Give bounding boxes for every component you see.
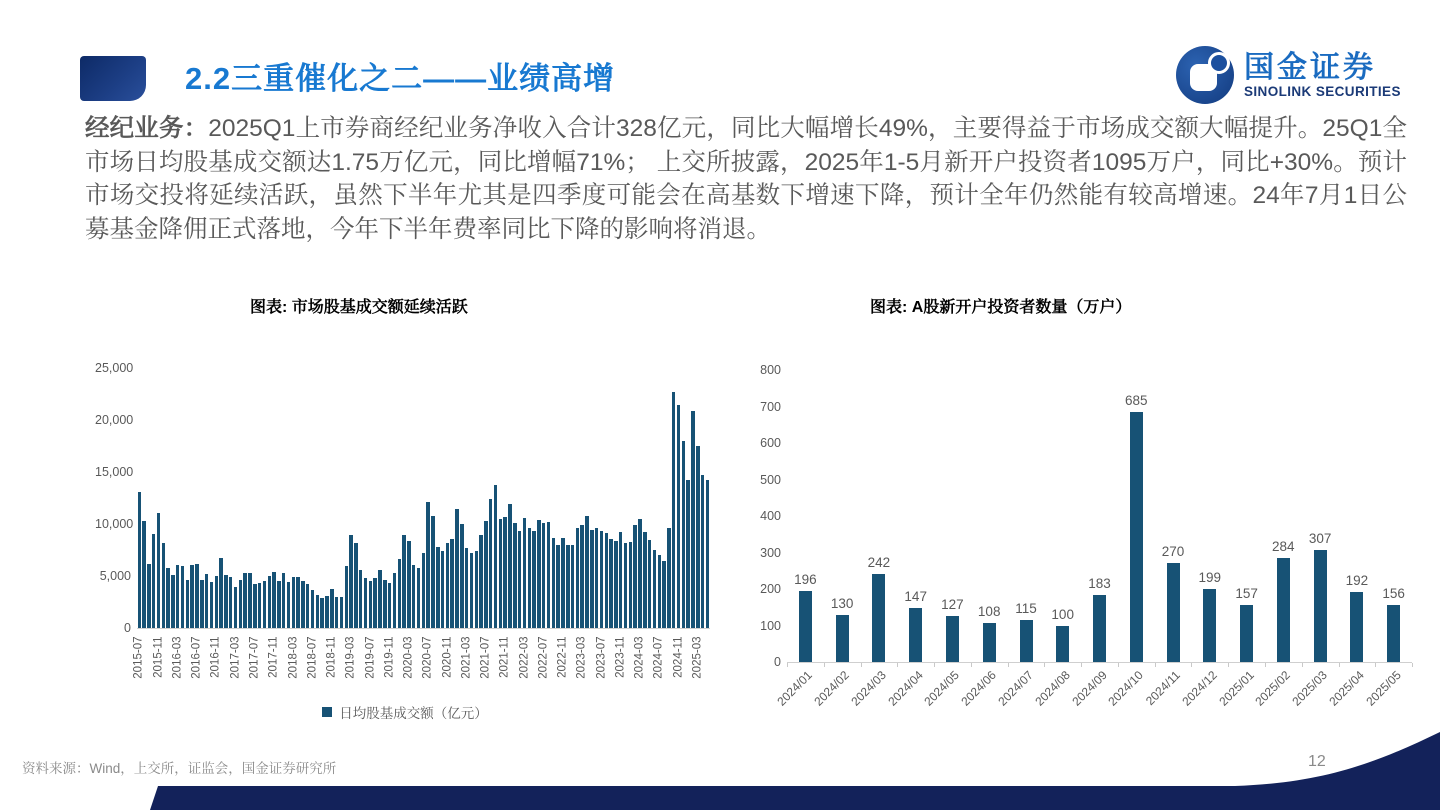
x-tick-label: 2024-03 [633, 636, 646, 679]
bar [460, 524, 463, 628]
axis-tick [1044, 663, 1045, 667]
logo-name-cn: 国金证券 [1244, 50, 1376, 84]
bar [614, 541, 617, 628]
bar [388, 583, 391, 628]
bar [398, 559, 401, 628]
bar [166, 568, 169, 628]
y-tick-label: 20,000 [95, 413, 134, 427]
x-tick-label: 2021-03 [460, 636, 473, 679]
bar-value-label: 156 [1382, 586, 1405, 602]
y-tick-label: 300 [760, 545, 781, 560]
bar [503, 517, 506, 628]
right-chart-plot-area [774, 370, 1412, 709]
bar [643, 532, 646, 628]
bar [359, 570, 362, 628]
bar-value-label: 108 [977, 603, 1001, 619]
x-tick-label: 2015-07 [132, 636, 145, 679]
bar [142, 521, 145, 628]
x-tick-label: 2025/02 [1252, 668, 1294, 709]
bar [369, 581, 372, 628]
y-tick-label: 25,000 [95, 361, 134, 375]
bar [162, 543, 165, 628]
x-tick-label: 2024/11 [1142, 668, 1183, 708]
bar [1314, 550, 1327, 662]
bar [239, 580, 242, 628]
bar [465, 548, 468, 628]
bar [224, 575, 227, 628]
bar [648, 540, 651, 628]
bar [426, 502, 429, 628]
bar [272, 572, 275, 628]
x-tick-label: 2025-03 [691, 636, 704, 679]
bar [138, 492, 141, 628]
page-title: 2.2三重催化之二——业绩高增 [185, 61, 616, 96]
bar-value-label: 130 [830, 595, 854, 611]
bar [210, 582, 213, 628]
x-tick-label: 2023-11 [614, 636, 627, 678]
x-tick-label: 2015-11 [152, 636, 165, 678]
x-tick-label: 2024/02 [811, 668, 853, 709]
axis-tick [861, 663, 862, 667]
y-tick-label: 400 [760, 509, 781, 523]
bar [422, 553, 425, 628]
bar [349, 535, 352, 628]
bar [253, 584, 256, 628]
x-tick-label: 2025/03 [1289, 668, 1330, 709]
bar [523, 518, 526, 628]
bar [561, 538, 564, 629]
axis-tick [824, 663, 825, 667]
y-tick-label: 100 [760, 618, 781, 633]
x-tick-label: 2018-03 [287, 636, 299, 679]
summary-paragraph [85, 112, 1407, 246]
bar [518, 531, 521, 628]
x-tick-label: 2022-07 [537, 636, 550, 679]
axis-tick [934, 663, 935, 667]
bar [585, 516, 588, 628]
axis-tick [971, 663, 972, 667]
bar [157, 513, 160, 628]
bar [686, 480, 689, 628]
x-tick-label: 2017-07 [248, 636, 261, 679]
bar [296, 577, 299, 628]
bar [691, 411, 694, 628]
bar [672, 392, 675, 628]
logo-name-en: SINOLINK SECURITIES [1244, 83, 1401, 99]
bar-value-label: 270 [1161, 544, 1185, 560]
bar [494, 485, 497, 629]
bar-value-label: 127 [941, 596, 964, 612]
bar [186, 580, 189, 628]
x-tick-label: 2019-07 [364, 636, 376, 679]
x-tick-label: 2019-11 [383, 636, 396, 678]
bar [470, 553, 473, 628]
y-tick-label: 500 [760, 472, 781, 487]
bar [600, 531, 603, 628]
x-tick-label: 2025/05 [1362, 668, 1404, 709]
y-tick-label: 15,000 [95, 465, 134, 479]
bar [1387, 605, 1400, 662]
bar [195, 564, 198, 629]
bar [552, 538, 555, 629]
bar [566, 545, 569, 628]
y-tick-label: 0 [124, 621, 131, 635]
summary-text: 2025Q1上市券商经纪业务净收入合计328亿元，同比大幅增长49%，主要得益于市场成交额大幅提升。25Q1全市场日均股基成交额达1.75万亿元，同比增幅71%； 上交所披露，2025年1-5月新开户投资者1095万户，同比+30%。预计市场交投将延续活跃，虽然下半年尤其是四季度可能会在高基数下增速下降，预计全年仍然能有较高增速。24年7月1日公募基金降佣正式落地，今年下半年费率同比下降的影响将消退。 [85, 115, 1408, 243]
x-tick-label: 2024/12 [1179, 668, 1220, 709]
bar [836, 615, 849, 663]
bar [489, 499, 492, 628]
bar [215, 576, 218, 628]
bar [590, 530, 593, 628]
x-tick-label: 2024/08 [1032, 668, 1073, 709]
bar-value-label: 685 [1125, 393, 1148, 408]
logo-text [1244, 52, 1401, 99]
legend-label: 日均股基成交额（亿元） [339, 706, 488, 721]
bar [450, 539, 453, 628]
bar [200, 580, 203, 628]
x-tick-label: 2024/07 [995, 668, 1036, 709]
axis-tick [1302, 663, 1303, 667]
x-tick-label: 2025/04 [1326, 668, 1367, 709]
bar-value-label: 307 [1308, 530, 1332, 546]
axis-tick [1155, 663, 1156, 667]
bar [1350, 592, 1363, 662]
bar [629, 542, 632, 628]
y-tick-label: 800 [760, 363, 781, 377]
bar [282, 573, 285, 628]
bar-value-label: 199 [1198, 570, 1222, 586]
y-tick-label: 0 [774, 655, 781, 669]
bar [653, 550, 656, 628]
left-chart-legend [95, 702, 715, 722]
bar [364, 578, 367, 628]
bar [306, 584, 309, 628]
axis-tick [1081, 663, 1082, 667]
bar [402, 535, 405, 628]
bar [1167, 563, 1180, 662]
x-tick-label: 2016-07 [190, 636, 203, 679]
bar [682, 441, 685, 628]
bar [662, 561, 665, 628]
bar [479, 535, 482, 628]
bar [609, 539, 612, 628]
x-tick-label: 2024/06 [958, 668, 1000, 709]
bar [619, 532, 622, 628]
bar [677, 405, 680, 628]
bar [176, 565, 179, 628]
bar [909, 608, 922, 662]
bar [556, 545, 559, 628]
bar [436, 547, 439, 628]
page-number: 12 [1308, 753, 1326, 770]
y-tick-label: 10,000 [95, 517, 134, 531]
bar [1203, 589, 1216, 662]
x-tick-label: 2024/05 [921, 668, 963, 709]
bar [633, 525, 636, 628]
bar [345, 566, 348, 628]
bar [268, 576, 271, 628]
bar-value-label: 100 [1051, 606, 1074, 622]
bar [340, 597, 343, 628]
x-tick-label: 2019-03 [344, 636, 357, 679]
bar-value-label: 196 [794, 571, 817, 587]
x-tick-label: 2024/03 [848, 668, 889, 709]
bar [983, 623, 996, 662]
bar [147, 564, 150, 629]
bar [537, 520, 540, 628]
y-tick-label: 700 [760, 399, 781, 414]
source-note: 资料来源：Wind，上交所，证监会，国金证券研究所 [22, 761, 337, 776]
sinolink-logo-icon [1176, 46, 1234, 104]
bar [292, 577, 295, 628]
bar [455, 509, 458, 628]
bar [320, 598, 323, 628]
bar [667, 528, 670, 628]
bar [383, 580, 386, 628]
bar [499, 519, 502, 628]
bar [571, 545, 574, 628]
bar [277, 581, 280, 628]
bar [287, 582, 290, 628]
x-tick-label: 2022-03 [518, 636, 531, 679]
legend-swatch-icon [322, 707, 332, 717]
x-tick-label: 2021-11 [498, 636, 511, 678]
x-tick-label: 2023-03 [575, 636, 588, 679]
x-tick-label: 2020-11 [441, 636, 454, 678]
bar [248, 573, 251, 628]
axis-tick [1375, 663, 1376, 667]
x-tick-label: 2024-11 [672, 636, 685, 678]
x-tick-label: 2024/04 [885, 668, 926, 709]
left-chart-title: 图表: 市场股基成交额延续活跃 [250, 299, 468, 316]
axis-tick [897, 663, 898, 667]
bar [205, 574, 208, 628]
bar [446, 543, 449, 628]
x-tick-label: 2020-03 [402, 636, 415, 679]
axis-tick [1008, 663, 1009, 667]
bar [576, 528, 579, 628]
chart-daily-turnover [95, 360, 725, 720]
bar [301, 581, 304, 628]
bar [547, 522, 550, 628]
x-tick-label: 2021-07 [479, 636, 492, 679]
bar [1240, 605, 1253, 662]
bar [1020, 620, 1033, 662]
bar-value-label: 157 [1235, 585, 1258, 601]
y-tick-label: 5,000 [99, 569, 131, 583]
bar [528, 528, 531, 628]
bar [412, 565, 415, 628]
y-tick-label: 200 [760, 582, 781, 596]
bar [441, 551, 444, 628]
x-tick-label: 2022-11 [556, 636, 569, 678]
axis-tick [1339, 663, 1340, 667]
x-tick-label: 2017-11 [267, 636, 280, 678]
bar [513, 523, 516, 628]
bar [330, 589, 333, 629]
bar [946, 616, 959, 662]
x-tick-label: 2016-11 [209, 636, 222, 678]
bar [1056, 626, 1069, 663]
title-accent-block [80, 56, 146, 101]
axis-tick [1228, 663, 1229, 667]
logo-dot [1208, 52, 1230, 74]
sinolink-logo [1176, 46, 1401, 104]
bar [407, 541, 410, 628]
bar [706, 480, 709, 628]
bar [258, 583, 261, 628]
bar [595, 528, 598, 628]
bar [417, 568, 420, 628]
x-tick-label: 2024/10 [1105, 668, 1147, 709]
axis-tick [787, 663, 788, 667]
bar [638, 519, 641, 628]
bar [219, 558, 222, 628]
bar [263, 581, 266, 628]
bar [373, 578, 376, 628]
bar [311, 590, 314, 629]
left-chart-plot-area [137, 368, 710, 629]
bar [508, 504, 511, 628]
x-tick-label: 2024-07 [652, 636, 665, 679]
bar [475, 551, 478, 628]
bar-value-label: 192 [1345, 572, 1369, 588]
chart-new-investors [755, 360, 1440, 755]
bar [234, 587, 237, 628]
bar [378, 570, 381, 628]
x-tick-label: 2018-11 [325, 636, 338, 678]
bar [1277, 558, 1290, 662]
bar [542, 523, 545, 628]
bar [393, 573, 396, 628]
bar [701, 475, 704, 628]
bar [532, 531, 535, 628]
bar-value-label: 284 [1272, 539, 1295, 555]
bar [152, 534, 155, 628]
bar [325, 596, 328, 628]
bottom-swoosh-decoration [0, 725, 1440, 810]
summary-lead: 经纪业务： [85, 115, 209, 142]
bar [171, 575, 174, 628]
x-tick-label: 2018-07 [306, 636, 319, 679]
bar [1093, 595, 1106, 662]
bar [1130, 412, 1143, 662]
bar [243, 573, 246, 628]
bar [181, 566, 184, 628]
x-tick-label: 2025/01 [1215, 668, 1257, 709]
bar [431, 516, 434, 628]
x-tick-label: 2017-03 [229, 636, 242, 679]
bar [316, 595, 319, 628]
bar-value-label: 183 [1088, 576, 1111, 592]
bar [229, 577, 232, 628]
bar [658, 555, 661, 628]
x-tick-label: 2024/09 [1068, 668, 1110, 709]
y-tick-label: 600 [760, 436, 781, 450]
axis-tick [1265, 663, 1266, 667]
bar [872, 574, 885, 662]
bar [696, 446, 699, 628]
right-chart-title: 图表: A股新开户投资者数量（万户） [870, 299, 1132, 316]
x-tick-label: 2016-03 [171, 636, 184, 679]
bar [580, 525, 583, 628]
bar [484, 521, 487, 628]
bar [354, 543, 357, 628]
bar-value-label: 115 [1015, 601, 1037, 616]
bar [190, 565, 193, 628]
bar [335, 597, 338, 628]
bar [799, 591, 812, 663]
x-tick-label: 2024/01 [774, 668, 816, 709]
bar-value-label: 242 [867, 554, 891, 570]
bar [605, 533, 608, 628]
x-tick-label: 2023-07 [595, 636, 608, 679]
axis-tick [1191, 663, 1192, 667]
axis-tick [1412, 663, 1413, 667]
bar-value-label: 147 [904, 589, 927, 605]
bar [624, 543, 627, 628]
x-tick-label: 2020-07 [421, 636, 434, 679]
axis-tick [1118, 663, 1119, 667]
